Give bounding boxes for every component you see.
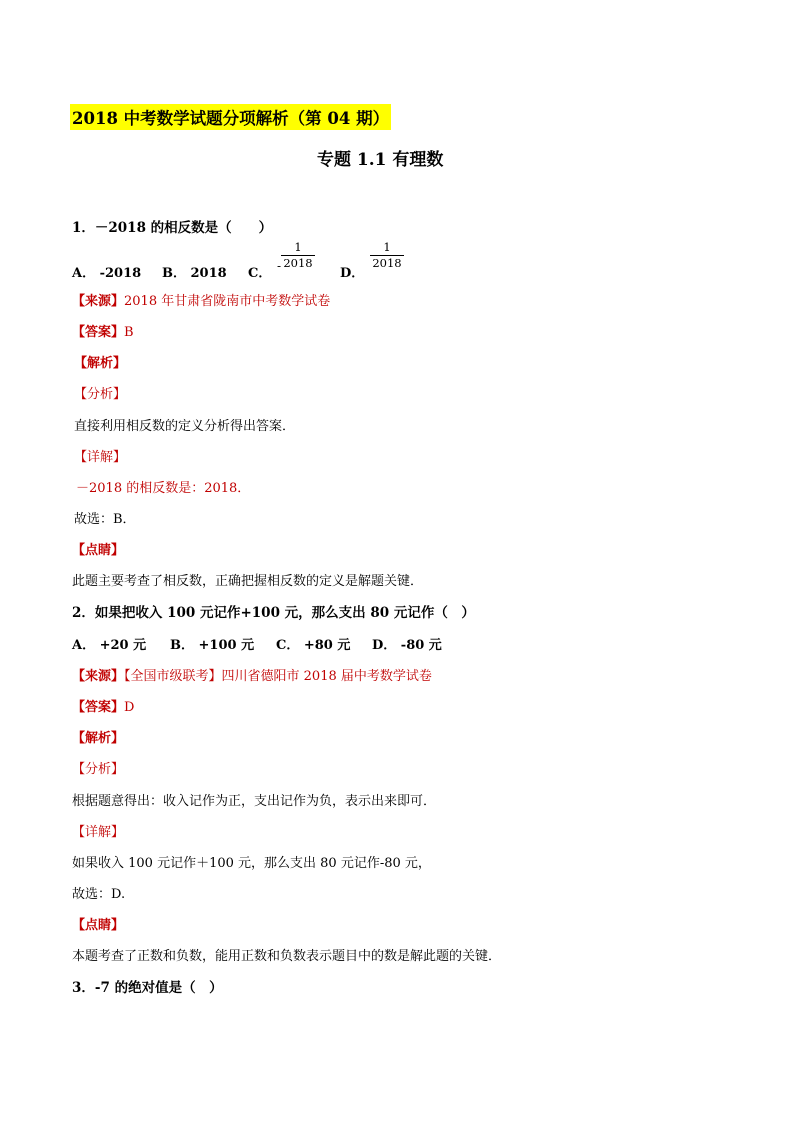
answer-tag: 【答案】 — [72, 325, 125, 340]
source-tag: 【来源】 — [72, 294, 125, 309]
q2-analysis-tag: 【解析】 — [72, 731, 125, 746]
q1-option-c-fraction — [281, 241, 315, 270]
q2-answer — [72, 696, 134, 715]
q1-dianjing-text: 此题主要考查了相反数，正确把握相反数的定义是解题关键． — [72, 574, 424, 589]
q2-source — [72, 665, 432, 684]
q3-stem: 3．-7 的绝对值是（ ） — [72, 980, 223, 996]
q1-option-a: A． -2018 — [72, 266, 142, 281]
q2-option-d: D． -80 元 — [372, 638, 442, 653]
q1-dianjing-tag: 【点睛】 — [72, 543, 125, 558]
q1-fenxi-text: 直接利用相反数的定义分析得出答案． — [74, 419, 296, 434]
q1-option-c-numerator: 1 — [294, 240, 302, 254]
q2-option-a: A． +20 元 — [72, 638, 147, 653]
q1-option-d-numerator: 1 — [383, 240, 391, 254]
answer-text: B — [124, 325, 134, 340]
q2-fenxi-text: 根据题意得出：收入记作为正，支出记作为负，表示出来即可． — [72, 794, 437, 809]
q2-dianjing-tag: 【点睛】 — [72, 918, 125, 933]
q1-xiangjie-text: －2018 的相反数是：2018． — [76, 481, 251, 496]
q2-choose: 故选：D. — [72, 887, 126, 902]
q1-choose: 故选：B． — [74, 512, 136, 527]
q1-analysis-tag: 【解析】 — [74, 356, 127, 371]
topic-title: 专题 1.1 有理数 — [317, 150, 444, 170]
q1-option-d-label: D． — [340, 266, 365, 281]
q1-option-c-label: C． — [248, 266, 272, 281]
q2-fenxi-tag: 【分析】 — [72, 762, 125, 777]
q1-option-d-fraction — [370, 241, 404, 270]
series-title: 2018 中考数学试题分项解析（第 04 期） — [70, 104, 391, 130]
q1-option-c-denominator: 2018 — [283, 256, 313, 270]
q2-option-c: C． +80 元 — [276, 638, 351, 653]
source-text: 2018 年甘肃省陇南市中考数学试卷 — [124, 294, 331, 309]
q2-xiangjie-text: 如果收入 100 元记作＋100 元，那么支出 80 元记作-80 元， — [72, 856, 431, 871]
q2-dianjing-text: 本题考查了正数和负数，能用正数和负数表示题目中的数是解此题的关键． — [72, 949, 502, 964]
q1-option-b: B． 2018 — [162, 266, 227, 281]
source-tag: 【来源】 — [72, 669, 125, 684]
q1-answer — [72, 321, 134, 340]
answer-text: D — [124, 700, 135, 715]
source-text: 【全国市级联考】四川省德阳市 2018 届中考数学试卷 — [124, 669, 432, 684]
q1-xiangjie-tag: 【详解】 — [74, 450, 127, 465]
q1-stem: 1．－2018 的相反数是（ ） — [72, 220, 273, 236]
q1-source — [72, 290, 330, 309]
answer-tag: 【答案】 — [72, 700, 125, 715]
q2-stem: 2．如果把收入 100 元记作+100 元，那么支出 80 元记作（ ） — [72, 605, 475, 621]
q2-xiangjie-tag: 【详解】 — [72, 825, 125, 840]
q1-fenxi-tag: 【分析】 — [74, 387, 127, 402]
q1-option-d-denominator: 2018 — [372, 256, 402, 270]
q2-option-b: B． +100 元 — [170, 638, 255, 653]
q1-option-c-minus: - — [277, 259, 282, 273]
